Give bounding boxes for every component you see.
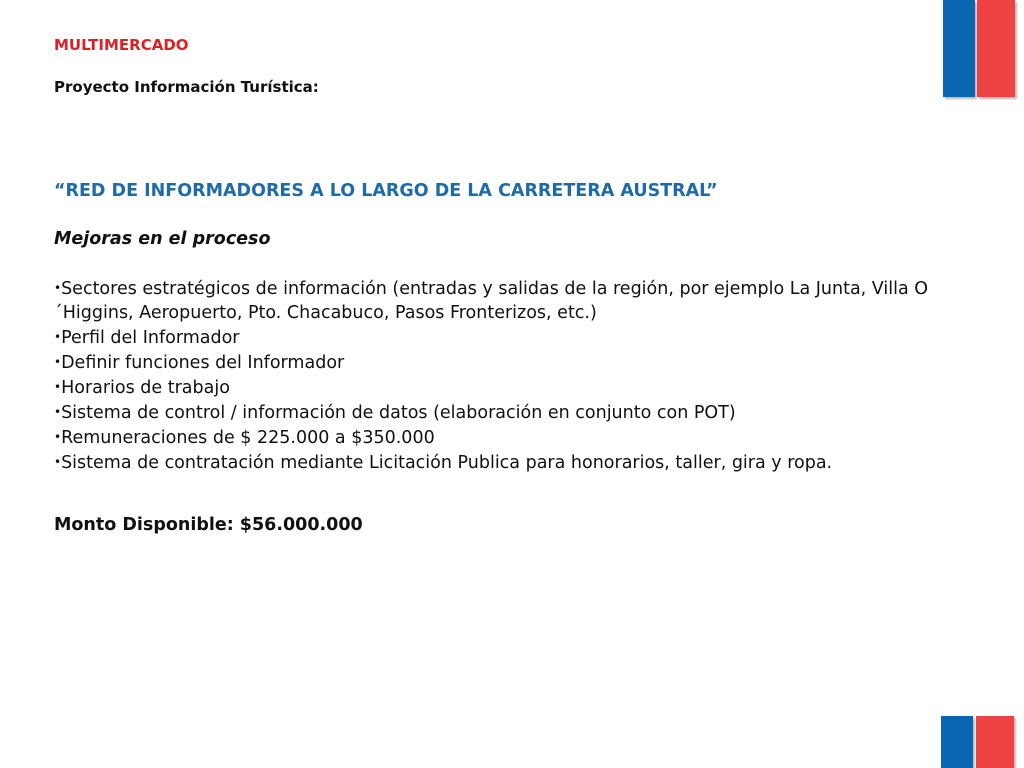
company-name: MULTIMERCADO [54, 36, 189, 54]
bullet-text: Sectores estratégicos de información (entradas y salidas de la región, por ejemplo La Junta, Villa O´Higgins, Aeropuerto, Pto. Chacabuco, Pasos Fronterizos, etc.) [54, 279, 929, 323]
bullet-item [54, 400, 929, 425]
bullet-item [54, 450, 929, 475]
section-subheading: Mejoras en el proceso [54, 229, 271, 249]
bullet-marker: • [54, 281, 62, 295]
bullet-text: Sistema de control / información de datos (elaboración en conjunto con POT) [61, 403, 736, 423]
brand-bar-bottom [941, 716, 1015, 768]
bullet-item [54, 425, 929, 450]
brand-band-red [976, 716, 1014, 768]
available-amount: Monto Disponible: $56.000.000 [54, 515, 363, 535]
bullet-item [54, 375, 929, 400]
bullet-text: Definir funciones del Informador [61, 353, 345, 373]
bullet-marker: • [54, 405, 62, 419]
bullet-marker: • [54, 330, 62, 344]
bullet-item [54, 325, 929, 350]
bullet-marker: • [54, 430, 62, 444]
bullet-marker: • [54, 380, 62, 394]
bullet-marker: • [54, 355, 62, 369]
project-label: Proyecto Información Turística: [54, 78, 319, 96]
bullet-text: Perfil del Informador [61, 328, 240, 348]
bullet-list [54, 276, 929, 475]
brand-band-blue [941, 716, 973, 768]
brand-band-red [977, 0, 1015, 97]
bullet-text: Remuneraciones de $ 225.000 a $350.000 [61, 428, 435, 448]
bullet-item [54, 350, 929, 375]
brand-band-blue [943, 0, 975, 97]
bullet-text: Horarios de trabajo [61, 378, 230, 398]
bullet-marker: • [54, 455, 62, 469]
bullet-item [54, 276, 929, 325]
brand-bar-top [943, 0, 1015, 97]
slide-title: “RED DE INFORMADORES A LO LARGO DE LA CARRETERA AUSTRAL” [54, 181, 718, 201]
bullet-text: Sistema de contratación mediante Licitación Publica para honorarios, taller, gira y ropa. [61, 453, 833, 473]
